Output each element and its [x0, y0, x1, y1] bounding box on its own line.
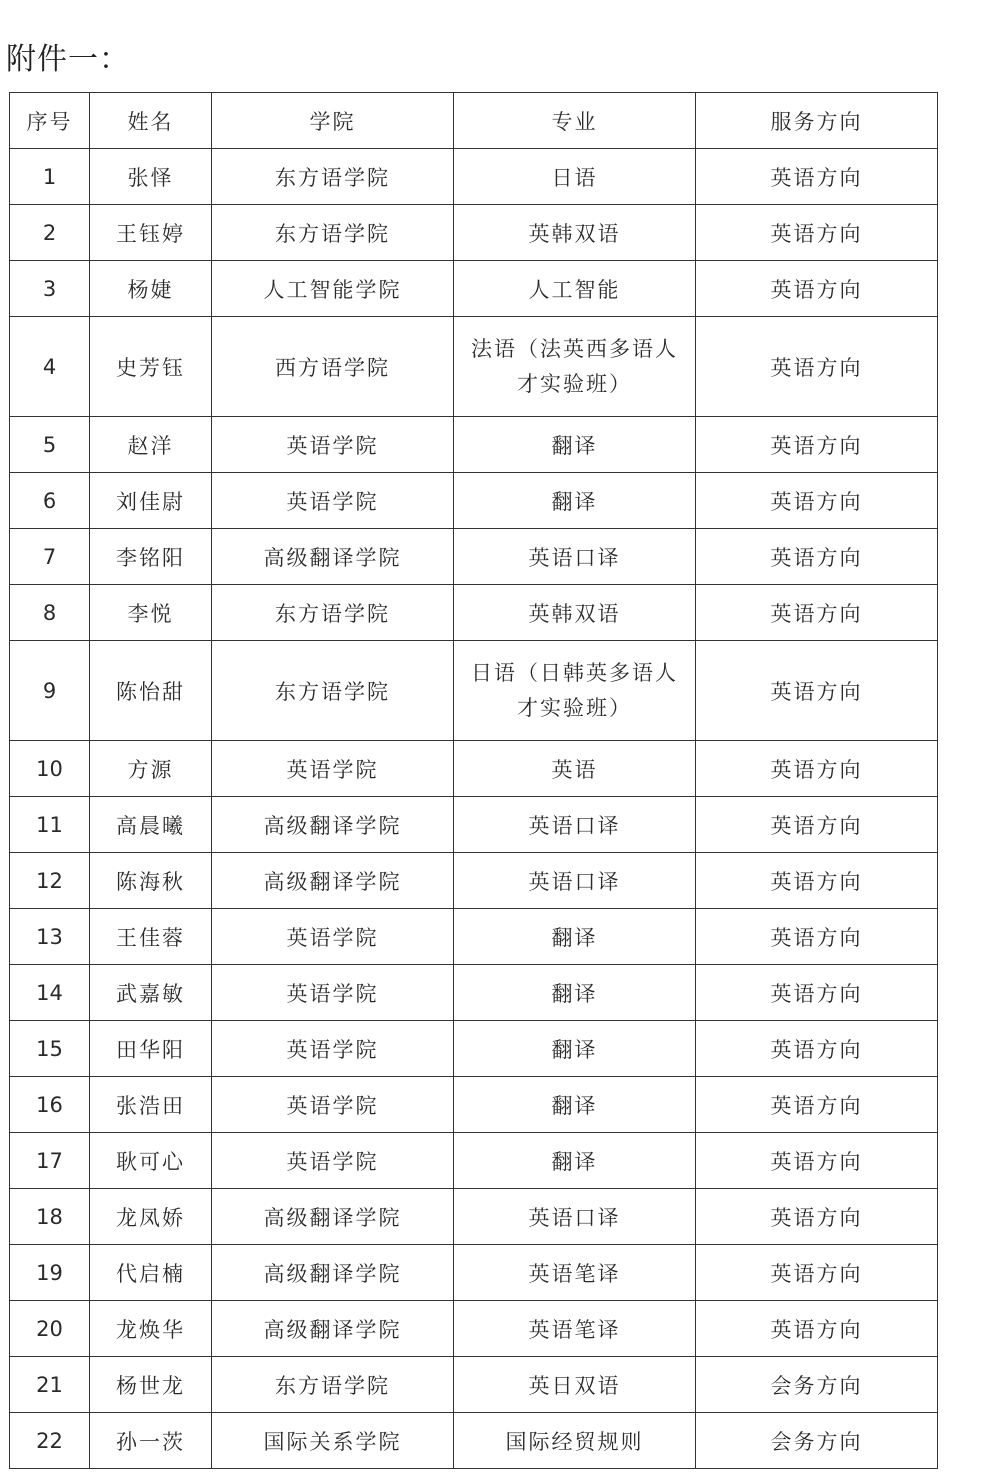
table-row	[10, 149, 938, 205]
cell-name: 张怿	[90, 149, 212, 205]
table-row	[10, 1301, 938, 1357]
cell-number: 12	[10, 853, 90, 909]
cell-major: 英语笔译	[454, 1245, 696, 1301]
cell-number: 8	[10, 585, 90, 641]
table-row	[10, 529, 938, 585]
cell-major: 英语口译	[454, 1189, 696, 1245]
cell-college: 高级翻译学院	[212, 529, 454, 585]
cell-name: 王钰婷	[90, 205, 212, 261]
cell-direction: 英语方向	[696, 1189, 938, 1245]
cell-name: 孙一茨	[90, 1413, 212, 1469]
cell-number: 13	[10, 909, 90, 965]
cell-major: 人工智能	[454, 261, 696, 317]
cell-name: 刘佳尉	[90, 473, 212, 529]
table-row	[10, 317, 938, 417]
table-row	[10, 1413, 938, 1469]
table-row	[10, 1245, 938, 1301]
table-row	[10, 585, 938, 641]
cell-name: 耿可心	[90, 1133, 212, 1189]
cell-college: 人工智能学院	[212, 261, 454, 317]
cell-number: 14	[10, 965, 90, 1021]
cell-number: 7	[10, 529, 90, 585]
cell-college: 东方语学院	[212, 1357, 454, 1413]
cell-number: 11	[10, 797, 90, 853]
cell-major: 英语笔译	[454, 1301, 696, 1357]
cell-college: 高级翻译学院	[212, 853, 454, 909]
cell-name: 史芳钰	[90, 317, 212, 417]
cell-college: 英语学院	[212, 473, 454, 529]
cell-college: 英语学院	[212, 1133, 454, 1189]
table-body	[10, 149, 938, 1469]
cell-college: 东方语学院	[212, 149, 454, 205]
cell-major-text: 法语（法英西多语人才实验班）	[471, 336, 678, 396]
cell-number: 6	[10, 473, 90, 529]
volunteer-roster-table	[9, 92, 938, 1469]
table-row	[10, 1357, 938, 1413]
cell-college: 东方语学院	[212, 585, 454, 641]
cell-direction: 英语方向	[696, 205, 938, 261]
cell-direction: 英语方向	[696, 1021, 938, 1077]
cell-number: 16	[10, 1077, 90, 1133]
cell-number: 22	[10, 1413, 90, 1469]
cell-major: 翻译	[454, 1133, 696, 1189]
cell-name: 田华阳	[90, 1021, 212, 1077]
cell-direction: 英语方向	[696, 965, 938, 1021]
table-row	[10, 853, 938, 909]
cell-name: 龙凤娇	[90, 1189, 212, 1245]
cell-major: 翻译	[454, 417, 696, 473]
cell-college: 东方语学院	[212, 641, 454, 741]
cell-direction: 英语方向	[696, 473, 938, 529]
cell-number: 3	[10, 261, 90, 317]
cell-major: 翻译	[454, 473, 696, 529]
cell-number: 17	[10, 1133, 90, 1189]
header-direction: 服务方向	[696, 93, 938, 149]
header-number: 序号	[10, 93, 90, 149]
cell-number: 15	[10, 1021, 90, 1077]
table-row	[10, 1077, 938, 1133]
cell-name: 王佳蓉	[90, 909, 212, 965]
cell-name: 陈怡甜	[90, 641, 212, 741]
cell-direction: 英语方向	[696, 149, 938, 205]
cell-name: 杨世龙	[90, 1357, 212, 1413]
cell-direction: 英语方向	[696, 1077, 938, 1133]
cell-major: 英语口译	[454, 853, 696, 909]
cell-direction: 英语方向	[696, 529, 938, 585]
header-college: 学院	[212, 93, 454, 149]
cell-major-text: 日语（日韩英多语人才实验班）	[471, 660, 678, 720]
table-row	[10, 205, 938, 261]
table-row	[10, 1133, 938, 1189]
cell-major: 英语口译	[454, 797, 696, 853]
cell-name: 武嘉敏	[90, 965, 212, 1021]
cell-name: 陈海秋	[90, 853, 212, 909]
cell-college: 国际关系学院	[212, 1413, 454, 1469]
cell-name: 杨婕	[90, 261, 212, 317]
cell-number: 10	[10, 741, 90, 797]
cell-major: 英日双语	[454, 1357, 696, 1413]
cell-major: 翻译	[454, 1077, 696, 1133]
table-row	[10, 417, 938, 473]
cell-college: 西方语学院	[212, 317, 454, 417]
cell-direction: 英语方向	[696, 1245, 938, 1301]
attachment-heading: 附件一：	[6, 42, 130, 77]
cell-number: 20	[10, 1301, 90, 1357]
cell-number: 2	[10, 205, 90, 261]
cell-direction: 英语方向	[696, 641, 938, 741]
cell-major: 英韩双语	[454, 205, 696, 261]
cell-college: 高级翻译学院	[212, 1245, 454, 1301]
table-header-row	[10, 93, 938, 149]
cell-major: 翻译	[454, 1021, 696, 1077]
cell-direction: 会务方向	[696, 1357, 938, 1413]
cell-major: 英语口译	[454, 529, 696, 585]
cell-name: 李铭阳	[90, 529, 212, 585]
cell-number: 1	[10, 149, 90, 205]
table-row	[10, 797, 938, 853]
cell-name: 高晨曦	[90, 797, 212, 853]
table-row	[10, 965, 938, 1021]
cell-direction: 英语方向	[696, 261, 938, 317]
cell-name: 李悦	[90, 585, 212, 641]
cell-number: 5	[10, 417, 90, 473]
cell-major: 翻译	[454, 965, 696, 1021]
table-row	[10, 473, 938, 529]
cell-college: 英语学院	[212, 1021, 454, 1077]
table-row	[10, 1021, 938, 1077]
cell-major: 日语	[454, 149, 696, 205]
cell-number: 4	[10, 317, 90, 417]
cell-college: 英语学院	[212, 1077, 454, 1133]
cell-name: 张浩田	[90, 1077, 212, 1133]
cell-direction: 英语方向	[696, 741, 938, 797]
table-row	[10, 741, 938, 797]
cell-direction: 英语方向	[696, 853, 938, 909]
cell-major: 翻译	[454, 909, 696, 965]
cell-name: 赵洋	[90, 417, 212, 473]
cell-direction: 会务方向	[696, 1413, 938, 1469]
cell-number: 18	[10, 1189, 90, 1245]
header-name: 姓名	[90, 93, 212, 149]
cell-college: 英语学院	[212, 417, 454, 473]
cell-college: 英语学院	[212, 909, 454, 965]
cell-college: 高级翻译学院	[212, 1301, 454, 1357]
cell-college: 英语学院	[212, 965, 454, 1021]
cell-direction: 英语方向	[696, 317, 938, 417]
table-row	[10, 1189, 938, 1245]
cell-number: 21	[10, 1357, 90, 1413]
cell-direction: 英语方向	[696, 417, 938, 473]
table-row	[10, 909, 938, 965]
cell-direction: 英语方向	[696, 909, 938, 965]
cell-name: 方源	[90, 741, 212, 797]
cell-college: 高级翻译学院	[212, 797, 454, 853]
cell-college: 英语学院	[212, 741, 454, 797]
cell-major	[454, 317, 696, 417]
cell-direction: 英语方向	[696, 585, 938, 641]
cell-number: 19	[10, 1245, 90, 1301]
cell-major: 英语	[454, 741, 696, 797]
table-row	[10, 261, 938, 317]
cell-name: 代启楠	[90, 1245, 212, 1301]
cell-college: 东方语学院	[212, 205, 454, 261]
header-major: 专业	[454, 93, 696, 149]
cell-direction: 英语方向	[696, 797, 938, 853]
table-row	[10, 641, 938, 741]
cell-name: 龙焕华	[90, 1301, 212, 1357]
cell-college: 高级翻译学院	[212, 1189, 454, 1245]
cell-direction: 英语方向	[696, 1301, 938, 1357]
cell-number: 9	[10, 641, 90, 741]
cell-direction: 英语方向	[696, 1133, 938, 1189]
cell-major: 国际经贸规则	[454, 1413, 696, 1469]
cell-major	[454, 641, 696, 741]
cell-major: 英韩双语	[454, 585, 696, 641]
